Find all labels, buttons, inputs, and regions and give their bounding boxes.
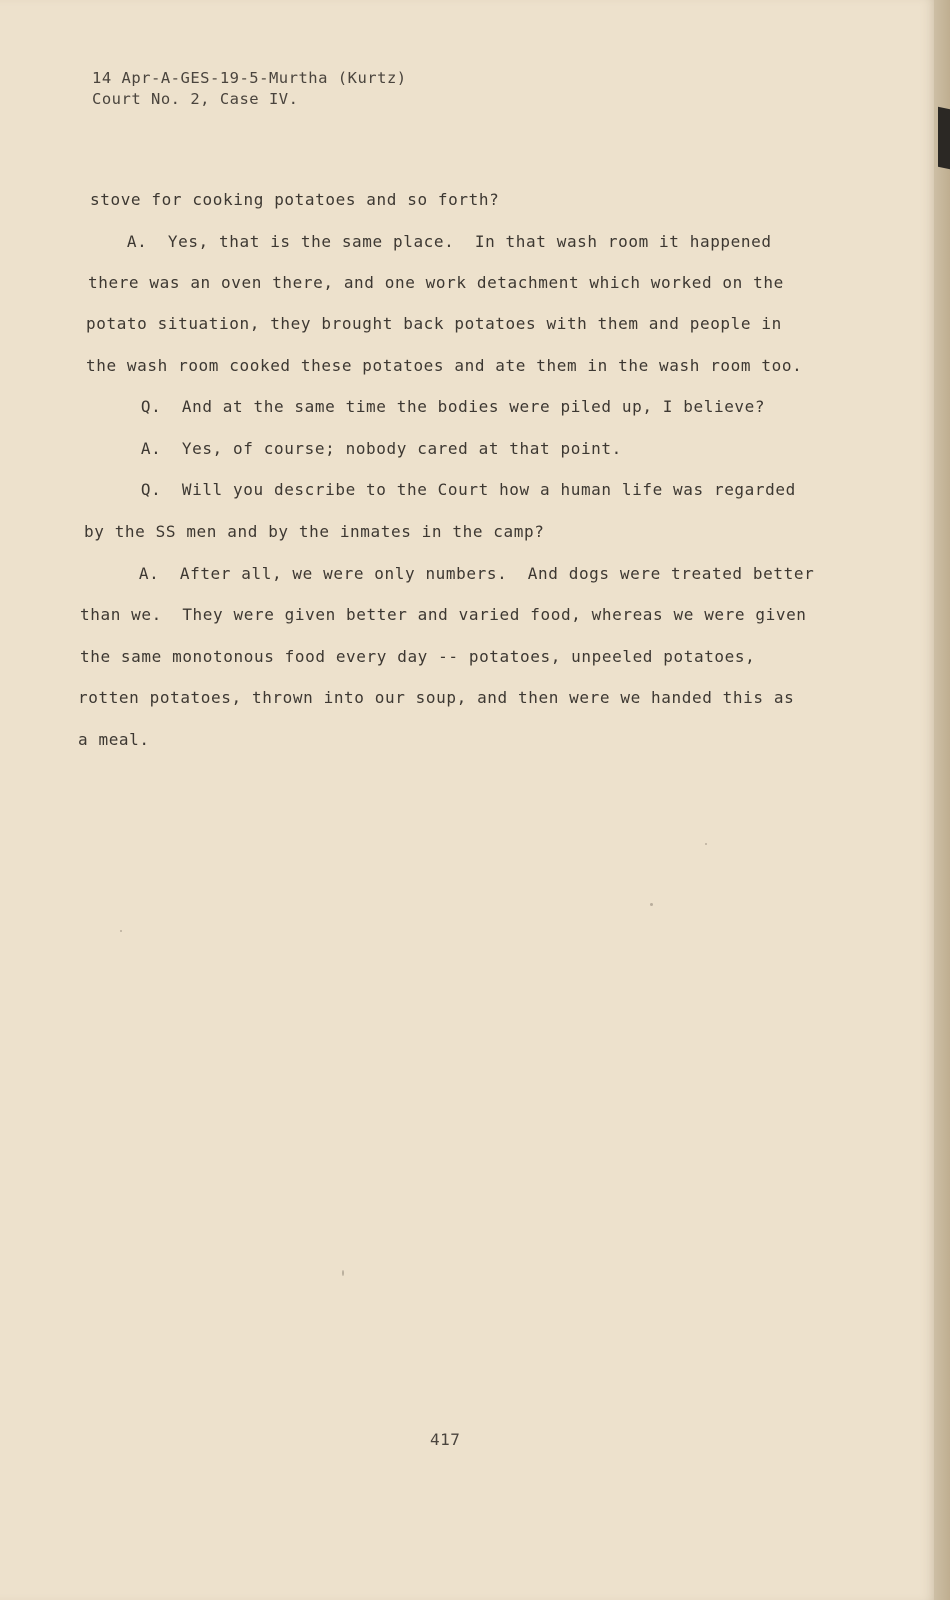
text-line-6: Q. And at the same time the bodies were piled up, I believe? [100, 397, 766, 416]
page-edge [934, 0, 950, 1600]
text-line-14: a meal. [78, 730, 150, 749]
page-number: 417 [430, 1430, 461, 1449]
paper-speck [650, 903, 653, 906]
text-line-10: A. After all, we were only numbers. And dogs were treated better [98, 564, 815, 583]
text-line-9: by the SS men and by the inmates in the camp? [84, 522, 545, 541]
text-line-7: A. Yes, of course; nobody cared at that point. [100, 439, 622, 458]
text-line-8: Q. Will you describe to the Court how a human life was regarded [100, 480, 796, 499]
text-line-4: potato situation, they brought back potatoes with them and people in [86, 314, 782, 333]
page-edge-tab [938, 107, 950, 170]
paper-speck [705, 843, 707, 845]
text-line-1: stove for cooking potatoes and so forth? [90, 190, 500, 209]
header-line-1: 14 Apr-A-GES-19-5-Murtha (Kurtz) [92, 69, 407, 87]
paper-speck [342, 1270, 344, 1276]
header-line-2: Court No. 2, Case IV. [92, 90, 299, 108]
text-line-13: rotten potatoes, thrown into our soup, and then were we handed this as [78, 688, 795, 707]
text-line-3: there was an oven there, and one work detachment which worked on the [88, 273, 784, 292]
paper-speck [120, 930, 122, 932]
text-line-11: than we. They were given better and varied food, whereas we were given [80, 605, 807, 624]
text-line-12: the same monotonous food every day -- potatoes, unpeeled potatoes, [80, 647, 756, 666]
text-line-2: A. Yes, that is the same place. In that wash room it happened [86, 232, 772, 251]
document-header [92, 68, 407, 110]
text-line-5: the wash room cooked these potatoes and ate them in the wash room too. [86, 356, 803, 375]
